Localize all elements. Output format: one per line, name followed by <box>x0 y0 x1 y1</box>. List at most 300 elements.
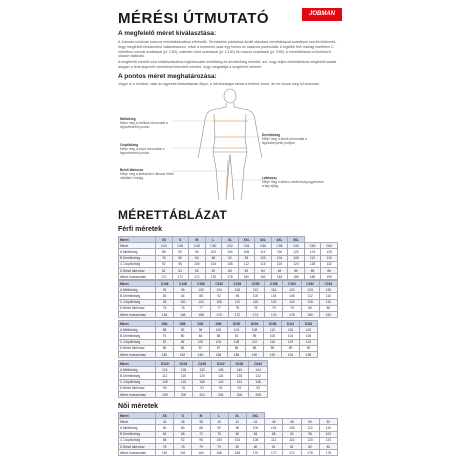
row-label: Méret <box>119 243 156 249</box>
table-cell: 80 <box>246 443 264 449</box>
table-cell: 176 <box>301 450 319 456</box>
table-cell: 116 <box>246 299 264 305</box>
table-cell: 170 <box>156 274 173 280</box>
table-cell: 160 <box>156 450 174 456</box>
table-cell: C48 <box>189 243 206 249</box>
table-cell: 208 <box>249 391 268 397</box>
callout-seat-text: Mérje meg a csípő körvonalát a legszélesebb ponton. <box>120 147 165 155</box>
table-cell: C46 <box>172 243 189 249</box>
table-cell: 80 <box>228 443 246 449</box>
table-cell: 182 <box>174 351 192 357</box>
table-cell: 190 <box>246 351 264 357</box>
row-label: Méret hosszúsban <box>119 450 156 456</box>
table-header-cell: XS <box>156 237 173 243</box>
table-header-cell: D92 <box>192 321 210 327</box>
table-cell: 124 <box>283 299 301 305</box>
table-header-cell: 5XL <box>288 237 305 243</box>
table-cell: 174 <box>246 311 264 317</box>
table-cell: C64 <box>321 243 338 249</box>
table-cell: 108 <box>228 339 246 345</box>
table-cell: 172 <box>228 311 246 317</box>
table-cell: 42 <box>228 419 246 425</box>
table-cell: 52 <box>319 419 337 425</box>
table-cell: 132 <box>321 261 338 267</box>
table-cell: 84 <box>189 255 206 261</box>
callout-waist <box>262 133 324 145</box>
table-cell: 90 <box>300 345 318 351</box>
table-header-cell: C158 <box>265 281 283 287</box>
table-cell: 88 <box>205 255 222 261</box>
page-title: MÉRÉSI ÚTMUTATÓ <box>118 10 270 27</box>
table-cell: 116 <box>174 373 193 379</box>
table-cell: 184 <box>192 351 210 357</box>
table-cell: 92 <box>210 425 228 431</box>
table-cell: 120 <box>288 249 305 255</box>
table-cell: 82 <box>319 443 337 449</box>
table-header-cell: C156 <box>246 281 264 287</box>
table-cell: 186 <box>288 274 305 280</box>
row-label: Méret hosszúsban <box>119 351 156 357</box>
table-cell: 84 <box>255 267 272 273</box>
table-cell: 108 <box>222 261 239 267</box>
table-header-cell: D132 <box>211 361 230 367</box>
table-cell: 132 <box>174 379 193 385</box>
table-cell: 83 <box>238 267 255 273</box>
table-cell: 79 <box>210 443 228 449</box>
table-cell: C62 <box>304 243 321 249</box>
table-cell: 85 <box>304 267 321 273</box>
callout-seat <box>120 143 182 155</box>
row-label: C Csípőbőség <box>119 339 156 345</box>
callout-waist-title: Derékbőség <box>262 133 281 137</box>
callout-inseam <box>120 168 182 180</box>
table-cell: 128 <box>301 299 319 305</box>
table-cell: 194 <box>282 351 300 357</box>
table-header-cell: D124 <box>174 361 193 367</box>
table-cell: 108 <box>210 299 228 305</box>
callout-seat-title: Csípőbőség <box>120 143 139 147</box>
table-cell: 104 <box>228 327 246 333</box>
table-cell: 178 <box>283 311 301 317</box>
row-label: A Mellbőség <box>119 425 156 431</box>
table-cell: 170 <box>210 311 228 317</box>
table-cell: C56 <box>255 243 272 249</box>
callout-chest <box>120 117 182 129</box>
choose-size-paragraph-2: A megfelelő méretű ruha kiválasztásához legfontosabb mellbőség és derékbőség méretét, azt, hogy teljes mérettáblázat megfelelő adatai alapján a fenti alapvető méretekkel készített méretet, hogy megtalálja a megfelelő méretet. <box>118 60 337 69</box>
table-cell: 104 <box>210 339 228 345</box>
table-cell: 104 <box>282 333 300 339</box>
table-cell: 92 <box>156 287 174 293</box>
table-cell: 120 <box>300 327 318 333</box>
row-label: B Derékbőség <box>119 333 156 339</box>
table-row <box>119 450 338 456</box>
row-label: A Mellbőség <box>119 367 156 373</box>
table-cell: 112 <box>246 287 264 293</box>
table-cell: C58 <box>271 243 288 249</box>
choose-size-heading: A megfelelő méret kiválasztása: <box>118 30 217 37</box>
table-cell: 100 <box>255 255 272 261</box>
table-cell: 174 <box>283 450 301 456</box>
table-cell: 128 <box>319 287 337 293</box>
table-cell: 182 <box>319 311 337 317</box>
table-cell: 112 <box>228 299 246 305</box>
table-cell: 100 <box>246 425 264 431</box>
table-header-cell: C154 <box>228 281 246 287</box>
table-cell: 84 <box>174 293 192 299</box>
table-cell: 96 <box>172 261 189 267</box>
table-cell: 132 <box>249 373 268 379</box>
measure-heading: A pontos méret meghatározása: <box>118 73 217 80</box>
table-cell: 81 <box>283 443 301 449</box>
table-row <box>119 391 268 397</box>
row-label: B Derékbőség <box>119 431 156 437</box>
table-cell: 108 <box>246 327 264 333</box>
table-header-cell: M <box>192 413 210 419</box>
table-cell: 81 <box>156 267 173 273</box>
table-cell: 172 <box>172 274 189 280</box>
table-cell: 44 <box>246 419 264 425</box>
table-cell: 76 <box>156 255 173 261</box>
table-cell: 198 <box>156 391 175 397</box>
table-cell: 116 <box>282 327 300 333</box>
table-row <box>119 351 318 357</box>
table-cell: 100 <box>319 431 337 437</box>
table-cell: 100 <box>192 287 210 293</box>
table-cell: 120 <box>282 339 300 345</box>
table-cell: 116 <box>319 293 337 299</box>
table-cell: 90 <box>156 385 175 391</box>
table-cell: 93 <box>249 385 268 391</box>
table-cell: 128 <box>156 379 175 385</box>
table-cell: 104 <box>192 299 210 305</box>
table-cell: 86 <box>321 267 338 273</box>
callout-chest-title: Mellbőség <box>120 117 136 121</box>
table-cell: 176 <box>265 311 283 317</box>
table-cell: 100 <box>246 293 264 299</box>
table-cell: 88 <box>192 293 210 299</box>
table-header-cell: M <box>189 237 206 243</box>
table-cell: 76 <box>156 305 174 311</box>
table-cell: 178 <box>319 450 337 456</box>
table-cell: 180 <box>156 351 174 357</box>
row-label: Méret hosszúsban <box>119 391 156 397</box>
table-cell: 100 <box>210 327 228 333</box>
table-cell: 108 <box>238 249 255 255</box>
table-cell: 182 <box>255 274 272 280</box>
table-cell: 100 <box>174 299 192 305</box>
table-cell: 92 <box>230 385 249 391</box>
table-cell: 96 <box>174 287 192 293</box>
table-header-cell: L <box>210 413 228 419</box>
table-cell: 100 <box>210 437 228 443</box>
table-header-cell: C146 <box>156 281 174 287</box>
table-cell: 92 <box>210 293 228 299</box>
row-label: A Mellbőség <box>119 287 156 293</box>
table-cell: 91 <box>174 385 193 391</box>
table-header-cell: D136 <box>230 361 249 367</box>
table-cell: 38 <box>192 419 210 425</box>
table-cell: 128 <box>230 373 249 379</box>
table-cell: 136 <box>211 367 230 373</box>
table-cell: 120 <box>271 261 288 267</box>
row-label: A Mellbőség <box>119 249 156 255</box>
table-cell: 86 <box>156 345 174 351</box>
table-cell: 84 <box>192 333 210 339</box>
womens-sizes-title: Női méretek <box>118 403 159 410</box>
table-cell: 100 <box>189 261 206 267</box>
row-label: C Csípőbőség <box>119 379 156 385</box>
table-cell: 116 <box>255 261 272 267</box>
table-cell: 200 <box>174 391 193 397</box>
table-header-cell: 4XL <box>271 237 288 243</box>
table-cell: 166 <box>174 311 192 317</box>
table-cell: 108 <box>288 255 305 261</box>
table-cell: 36 <box>174 419 192 425</box>
table-cell: 112 <box>238 261 255 267</box>
table-cell: 164 <box>156 311 174 317</box>
table-cell: 112 <box>301 425 319 431</box>
table-cell: C50 <box>205 243 222 249</box>
table-cell: 112 <box>304 255 321 261</box>
table-cell: 96 <box>174 339 192 345</box>
table-cell: 96 <box>246 333 264 339</box>
table-cell: 100 <box>192 339 210 345</box>
callout-leg <box>262 176 324 188</box>
table-cell: 68 <box>174 431 192 437</box>
table-header-cell: D96 <box>210 321 228 327</box>
table-cell: 77 <box>210 305 228 311</box>
table-cell: 176 <box>205 274 222 280</box>
table-cell: 124 <box>319 437 337 443</box>
table-cell: 92 <box>156 339 174 345</box>
row-label: D Belső lábhossz <box>119 345 156 351</box>
jobman-logo: JOBMAN <box>302 8 342 21</box>
table-cell: 124 <box>156 367 175 373</box>
table-cell: 168 <box>192 311 210 317</box>
row-label: C Csípőbőség <box>119 261 156 267</box>
table-cell: 96 <box>189 249 206 255</box>
table-cell: 202 <box>193 391 212 397</box>
table-cell: 72 <box>192 431 210 437</box>
table-cell: 96 <box>238 255 255 261</box>
table-header-cell: C162 <box>301 281 319 287</box>
table-cell: 89 <box>282 345 300 351</box>
table-cell: 108 <box>300 333 318 339</box>
table-cell: 80 <box>174 333 192 339</box>
row-label: B Derékbőség <box>119 293 156 299</box>
table-cell: 84 <box>174 425 192 431</box>
table-header-cell: XXL <box>246 413 264 419</box>
table-cell: 162 <box>174 450 192 456</box>
table-cell: 96 <box>228 425 246 431</box>
table-cell: 87 <box>210 345 228 351</box>
table-cell: 81 <box>172 267 189 273</box>
table-header-cell: D120 <box>156 361 175 367</box>
table-cell: 140 <box>211 379 230 385</box>
table-cell: 80 <box>319 305 337 311</box>
table-cell: 164 <box>192 450 210 456</box>
callout-chest-text: Mérje meg a mellkas körvonalát a legszélesebb ponton. <box>120 121 168 129</box>
table-cell: 88 <box>265 431 283 437</box>
table-cell: 46 <box>265 419 283 425</box>
table-cell: 104 <box>222 249 239 255</box>
table-cell: 48 <box>283 419 301 425</box>
table-cell: 80 <box>156 293 174 299</box>
table-cell: 180 <box>301 311 319 317</box>
table-header-cell: C152 <box>210 281 228 287</box>
table-cell: C52 <box>222 243 239 249</box>
table-cell: 108 <box>283 293 301 299</box>
table-cell: 112 <box>255 249 272 255</box>
mens-size-table-long-extra <box>118 360 268 398</box>
table-cell: 64 <box>156 431 174 437</box>
table-cell: 190 <box>321 274 338 280</box>
table-cell: 116 <box>283 437 301 443</box>
table-cell: 79 <box>192 443 210 449</box>
row-label: Méret <box>119 419 156 425</box>
callout-inseam-text: Mérje meg a lábszárát a lábszár belső oldalától a talpig. <box>120 172 174 180</box>
table-cell: 88 <box>246 345 264 351</box>
table-header-cell: Méret <box>119 321 156 327</box>
table-cell: 40 <box>210 419 228 425</box>
table-cell: 104 <box>265 293 283 299</box>
table-cell: 78 <box>246 305 264 311</box>
mens-size-table-regular <box>118 236 338 280</box>
table-cell: 112 <box>265 437 283 443</box>
table-cell: 81 <box>265 443 283 449</box>
table-cell: 76 <box>210 431 228 437</box>
table-cell: 80 <box>156 425 174 431</box>
table-cell: 92 <box>172 249 189 255</box>
table-cell: 188 <box>304 274 321 280</box>
table-cell: 80 <box>172 255 189 261</box>
table-cell: 108 <box>228 287 246 293</box>
table-cell: 92 <box>228 333 246 339</box>
callout-inseam-title: Belső lábhossz <box>120 168 144 172</box>
table-cell: 96 <box>192 437 210 443</box>
table-cell: 50 <box>301 419 319 425</box>
row-label: D Belső lábhossz <box>119 385 156 391</box>
table-cell: 96 <box>156 299 174 305</box>
table-cell: 88 <box>210 333 228 339</box>
table-cell: 82 <box>301 443 319 449</box>
table-header-cell: D88 <box>174 321 192 327</box>
measure-paragraph: Vegye le a ruhákat, csak az egyenes testtartásban álljon, a mérőszalagot tartsa a testhez közel, de ne húzza meg túl szorosan. <box>118 82 321 86</box>
table-cell: 132 <box>319 299 337 305</box>
table-cell: 84 <box>271 267 288 273</box>
table-header-cell: D112 <box>282 321 300 327</box>
callout-leg-title: Lábhossz <box>262 176 277 180</box>
table-cell: 188 <box>228 351 246 357</box>
table-header-cell: S <box>174 413 192 419</box>
table-header-cell: C160 <box>283 281 301 287</box>
table-cell: 124 <box>300 339 318 345</box>
table-cell: 77 <box>192 305 210 311</box>
table-cell: 96 <box>301 431 319 437</box>
table-header-cell: D116 <box>300 321 318 327</box>
table-header-cell: C148 <box>174 281 192 287</box>
table-cell: 76 <box>174 305 192 311</box>
table-header-cell: D128 <box>193 361 212 367</box>
table-cell: C54 <box>238 243 255 249</box>
table-cell: 78 <box>174 443 192 449</box>
table-cell: 100 <box>205 249 222 255</box>
table-cell: 116 <box>319 425 337 431</box>
table-cell: 80 <box>228 431 246 437</box>
table-cell: 82 <box>189 267 206 273</box>
table-cell: 124 <box>288 261 305 267</box>
table-cell: 140 <box>230 367 249 373</box>
table-cell: 89 <box>264 345 282 351</box>
table-header-cell: Méret <box>119 281 156 287</box>
table-header-cell: D140 <box>249 361 268 367</box>
table-cell: 88 <box>156 327 174 333</box>
table-cell: 184 <box>271 274 288 280</box>
table-cell: 128 <box>304 261 321 267</box>
mens-size-table-short <box>118 280 338 318</box>
size-chart-title: MÉRETTÁBLÁZAT <box>118 208 227 222</box>
table-cell: 92 <box>156 261 173 267</box>
table-cell: 82 <box>205 267 222 273</box>
table-cell: 116 <box>265 287 283 293</box>
table-cell: 166 <box>210 450 228 456</box>
table-cell: 104 <box>228 437 246 443</box>
table-cell: 116 <box>264 339 282 345</box>
table-cell: 116 <box>321 255 338 261</box>
table-cell: 178 <box>222 274 239 280</box>
table-cell: 112 <box>301 293 319 299</box>
table-cell: 112 <box>156 373 175 379</box>
row-label: Méret hosszúsban <box>119 311 156 317</box>
table-cell: 86 <box>174 345 192 351</box>
table-cell: 136 <box>193 379 212 385</box>
table-cell: 87 <box>192 345 210 351</box>
row-label: Méret hosszúsban <box>119 274 156 280</box>
table-cell: 78 <box>156 443 174 449</box>
table-header-cell: L <box>205 237 222 243</box>
table-header-cell: D108 <box>264 321 282 327</box>
table-cell: 92 <box>174 327 192 333</box>
table-header-cell: XXL <box>238 237 255 243</box>
table-cell: 124 <box>301 287 319 293</box>
table-cell: 186 <box>210 351 228 357</box>
table-cell: 92 <box>211 385 230 391</box>
table-cell: 92 <box>222 255 239 261</box>
table-cell: 204 <box>211 391 230 397</box>
table-header-cell: XS <box>156 413 174 419</box>
table-cell: 120 <box>301 437 319 443</box>
callout-leg-text: Mérje meg a lábát a derékrészig egyenesen a talp aljáig. <box>262 180 325 188</box>
choose-size-paragraph: A Jobman ruháinak számos mérettáblázatban elérhetők. Termékeink pántalhoz kínált standard mérettáblázat szabályok szerint történnek, hogy megfelelő illeszkedést választhasson, mivel a testméret csak egy fontos és hasznos potenciális. A legtöbb férfi nadrág esetében C méretben normál szabással (pl. C50), valamint rövid szabással (pl. C150) és hosszú szabással (pl. D96). A mérettáblázat a következő oldalon található. <box>118 40 337 59</box>
table-cell: 120 <box>283 287 301 293</box>
table-cell: 79 <box>265 305 283 311</box>
table-cell: 120 <box>193 373 212 379</box>
table-cell: 104 <box>210 287 228 293</box>
mens-size-table-long <box>118 320 318 358</box>
table-header-cell: D84 <box>156 321 174 327</box>
table-cell: 91 <box>193 385 212 391</box>
table-cell: 80 <box>301 305 319 311</box>
table-row <box>119 274 338 280</box>
table-cell: 78 <box>228 305 246 311</box>
table-cell: 116 <box>271 249 288 255</box>
womens-size-table <box>118 412 338 456</box>
table-header-cell: XL <box>228 413 246 419</box>
table-row <box>119 311 338 317</box>
table-header-cell: D100 <box>228 321 246 327</box>
table-cell: 132 <box>193 367 212 373</box>
table-cell: 104 <box>271 255 288 261</box>
